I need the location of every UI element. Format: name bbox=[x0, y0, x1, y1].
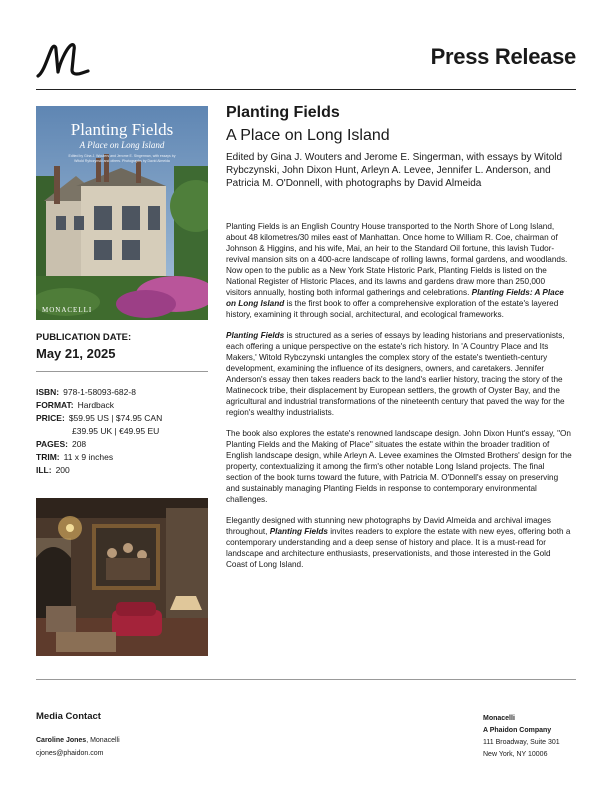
company-subtitle: A Phaidon Company bbox=[483, 727, 552, 734]
paragraph-2-book-title: Planting Fields bbox=[226, 331, 285, 340]
media-contact-heading: Media Contact bbox=[36, 711, 101, 722]
body-text bbox=[226, 221, 572, 580]
footer-divider bbox=[36, 679, 576, 680]
book-subtitle: A Place on Long Island bbox=[226, 127, 390, 144]
contact-name bbox=[36, 737, 120, 744]
contact-person: Caroline Jones bbox=[36, 737, 87, 744]
price-value-1: $59.95 US | $74.95 CAN bbox=[68, 413, 163, 423]
left-divider bbox=[36, 371, 208, 372]
cover-subtitle: A Place on Long Island bbox=[79, 140, 165, 150]
header-divider bbox=[36, 89, 576, 90]
publication-date-label: PUBLICATION DATE: bbox=[36, 332, 132, 343]
trim-value: 11 x 9 inches bbox=[63, 452, 114, 462]
paragraph-4-text-a: Elegantly designed with stunning new photographs by David Almeida and archival images throughout, bbox=[226, 516, 551, 536]
paragraph-4-text-b: invites readers to explore the estate with new eyes, offering both a contemporary understanding and a deep sense of history and place. It is a must-read for landscape and architecture enthusiasts, preservationists, and those interested in the Gold Coast of Long Island. bbox=[226, 527, 571, 569]
address-line-1: 111 Broadway, Suite 301 bbox=[483, 739, 560, 746]
paragraph-1-text-a: Planting Fields is an English Country House transported to the North Shore of Long Island, about 48 kilometres/30 miles east of Manhattan. Once home to William R. Coe, chairman of Johnson & Higgins, and his wife, Mai, an heir to the Standard Oil fortune, this lavish Tudor-revival mansion sits on a 400-acre landscape of rolling lawns, formal gardens, and woodlands. Now open to the public as a New York State Historic Park, Planting Fields is listed on the National Register of Historic Places, and its lawns and gardens draw more than 250,000 visitors annually, hosting both informal gatherings and celebrations. bbox=[226, 222, 568, 297]
address-line-2: New York, NY 10006 bbox=[483, 751, 548, 758]
book-specs bbox=[36, 386, 216, 477]
interior-artwork bbox=[36, 498, 208, 656]
paragraph-1-book-title: Planting Fields: A Place on Long Island bbox=[226, 288, 564, 308]
book-cover-image bbox=[36, 106, 208, 320]
isbn-value: 978-1-58093-682-8 bbox=[63, 387, 136, 397]
paragraph-4-book-title: Planting Fields bbox=[269, 527, 328, 536]
cover-publisher: MONACELLI bbox=[42, 306, 93, 314]
cover-title: Planting Fields bbox=[70, 120, 174, 139]
format-label: FORMAT: bbox=[36, 400, 74, 410]
price-value-2: £39.95 UK | €49.95 EU bbox=[72, 426, 160, 436]
contact-org: , Monacelli bbox=[86, 737, 120, 744]
press-release-title: Press Release bbox=[430, 44, 576, 69]
ill-value: 200 bbox=[55, 465, 70, 475]
cover-credit: Edited by Gina J. Wouters and Jerome E. Singerman, with essays by Witold Rybczynski and others. Photographs by David Almeida bbox=[68, 154, 176, 163]
paragraph-3: The book also explores the estate's renowned landscape design. John Dixon Hunt's essay, "On Planting Fields and the Making of Place" situates the estate within the broader tradition of English landscape design, while Arleyn A. Levee examines the Olmsted Brothers' design for the property, contextualizing it among the firm's other notable Long Island projects. The final section of the book turns toward the future, with Patricia M. O'Donnell's essay on preserving and sustainably managing Planting Fields in response to contemporary environmental challenges. bbox=[226, 429, 572, 504]
publication-date: May 21, 2025 bbox=[36, 346, 116, 361]
book-credits: Edited by Gina J. Wouters and Jerome E. Singerman, with essays by Witold Rybczynski, John Dixon Hunt, Arleyn A. Levee, Jennifer L. Anderson, and Patricia M. O'Donnell, with photographs by David Almeida bbox=[226, 152, 563, 189]
paragraph-1-text-b: is the first book to offer a comprehensive exploration of the estate's layered history, examining it through social, architectural, and ecological frameworks. bbox=[226, 299, 559, 319]
book-title: Planting Fields bbox=[226, 104, 340, 121]
ill-label: ILL: bbox=[36, 465, 52, 475]
trim-label: TRIM: bbox=[36, 452, 60, 462]
pages-label: PAGES: bbox=[36, 439, 68, 449]
company-name: Monacelli bbox=[483, 715, 515, 722]
paragraph-2 bbox=[226, 330, 572, 418]
price-label: PRICE: bbox=[36, 413, 65, 423]
interior-photo bbox=[36, 498, 208, 656]
paragraph-2-text: is structured as a series of essays by leading historians and preservationists, each offering a unique perspective on the estate's rich history. In 'A Country Place and Its Makers,' Witold Rybczynski untangles the complex story of the estate's twentieth-century development, examining the influence of its designers, owners, and caretakers. Jennifer Anderson's essay then takes readers back to the land's earlier history, tracing the story of the Matinecock tribe, their displacement by European settlers, the growth of Oyster Bay, and the agricultural and industrial transformations of the nineteenth century that paved the way for the region's wealthy industrialists. bbox=[226, 331, 565, 417]
isbn-label: ISBN: bbox=[36, 387, 60, 397]
company-address bbox=[483, 713, 560, 761]
contact-email-link[interactable]: cjones@phaidon.com bbox=[36, 750, 104, 757]
paragraph-1 bbox=[226, 221, 572, 320]
monacelli-logo-icon bbox=[36, 42, 90, 78]
pages-value: 208 bbox=[71, 439, 87, 449]
format-value: Hardback bbox=[77, 400, 115, 410]
paragraph-4 bbox=[226, 515, 572, 570]
